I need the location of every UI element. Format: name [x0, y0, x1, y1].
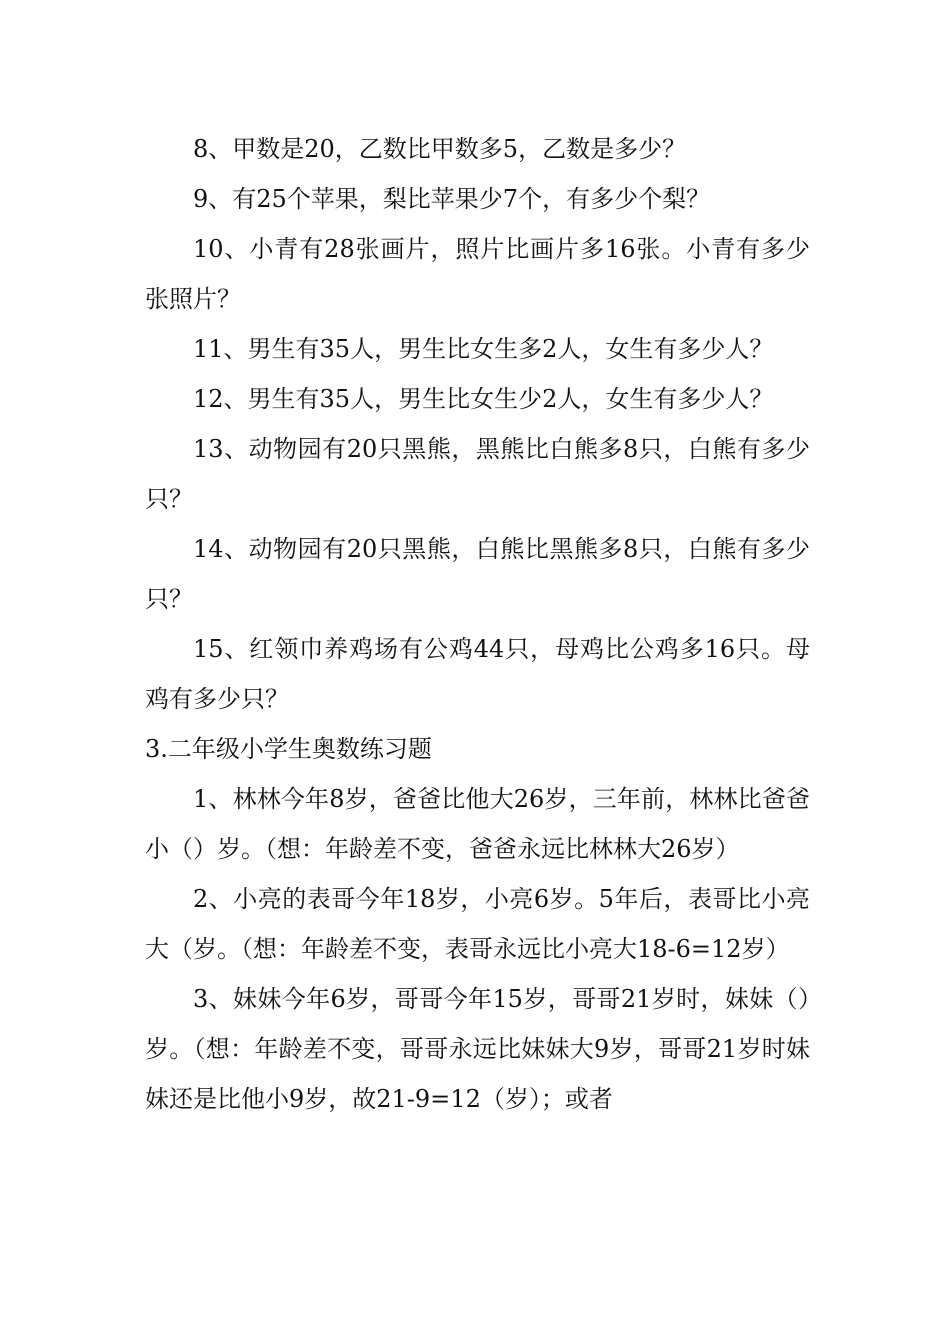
problem-12: 12、男生有35人，男生比女生少2人，女生有多少人？: [193, 385, 774, 413]
problem-14: 14、动物园有20只黑熊，白熊比黑熊多8只，白熊有多少只？: [145, 535, 810, 613]
problem-13: 13、动物园有20只黑熊，黑熊比白熊多8只，白熊有多少只？: [145, 435, 810, 513]
document-body: [145, 124, 810, 1124]
olympiad-problem-1: 1、林林今年8岁，爸爸比他大26岁，三年前，林林比爸爸小（）岁。（想：年龄差不变，爸爸永远比林林大26岁）: [145, 785, 810, 863]
problem-8: 8、甲数是20，乙数比甲数多5，乙数是多少？: [193, 135, 687, 163]
problem-15: 15、红领巾养鸡场有公鸡44只，母鸡比公鸡多16只。母鸡有多少只？: [145, 635, 810, 713]
problem-9: 9、有25个苹果，梨比苹果少7个，有多少个梨？: [193, 185, 711, 213]
olympiad-problem-3: 3、妹妹今年6岁，哥哥今年15岁，哥哥21岁时，妹妹（）岁。（想：年龄差不变，哥哥永远比妹妹大9岁，哥哥21岁时妹妹还是比他小9岁，故21-9=12（岁）；或者: [145, 985, 810, 1113]
problem-11: 11、男生有35人，男生比女生多2人，女生有多少人？: [193, 335, 774, 363]
problem-10: 10、小青有28张画片，照片比画片多16张。小青有多少张照片？: [145, 235, 810, 313]
section-heading: 3.二年级小学生奥数练习题: [145, 735, 432, 763]
olympiad-problem-2: 2、小亮的表哥今年18岁，小亮6岁。5年后，表哥比小亮大（岁。（想：年龄差不变，表哥永远比小亮大18-6=12岁）: [145, 885, 810, 963]
